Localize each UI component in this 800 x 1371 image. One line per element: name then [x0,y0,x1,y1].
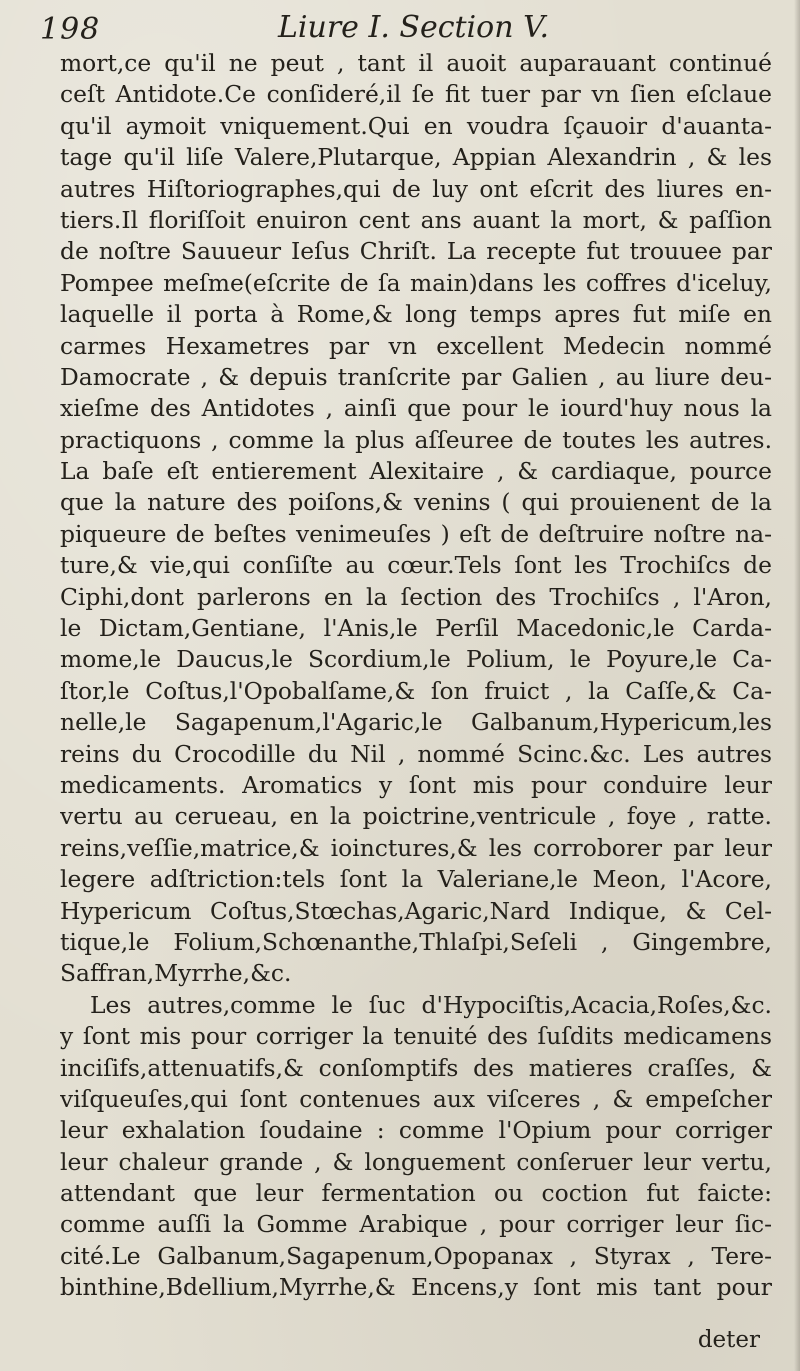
text-line: nelle,le Sagapenum,l'Agaric,le Galbanum,Hypericum,les [60,708,772,737]
body-text [60,48,772,1304]
text-line: Pompee meſme(eſcrite de ſa main)dans les coffres d'iceluy, [60,268,772,297]
text-line: Les autres,comme le ſuc d'Hypociſtis,Acacia,Roſes,&c. [90,990,772,1019]
running-head: Liure I. Section V. [278,10,550,45]
text-line: inciſifs,attenuatifs,& conſomptifs des matieres craſſes, & [60,1053,772,1082]
text-line: viſqueuſes,qui ſont contenues aux viſceres , & empeſcher [60,1084,772,1113]
text-line: y ſont mis pour corriger la tenuité des ſuſdits medicamens [60,1022,772,1051]
text-line: vertu au cerueau, en la poictrine,ventricule , foye , ratte. [60,802,772,831]
text-line: laquelle il porta à Rome,& long temps apres fut miſe en [60,300,772,329]
text-line: ſtor,le Coſtus,l'Opobalſame,& ſon fruict , la Caſſe,& Ca- [60,676,772,705]
text-line: piqueure de beſtes venimeuſes ) eſt de deſtruire noſtre na- [60,519,772,548]
text-line: mort,ce qu'il ne peut , tant il auoit auparauant continué [60,49,772,77]
page-edge-shadow [794,0,800,1371]
text-line: qu'il aymoit vniquement.Qui en voudra ſçauoir d'auanta- [60,111,772,140]
page-header [0,10,800,52]
text-line: Ciphi,dont parlerons en la ſection des Trochiſcs , l'Aron, [60,582,772,611]
text-line: le Dictam,Gentiane, l'Anis,le Perſil Macedonic,le Carda- [60,614,772,643]
text-line: carmes Hexametres par vn excellent Medecin nommé [60,331,772,360]
text-line: tage qu'il liſe Valere,Plutarque, Appian Alexandrin , & les [60,143,772,172]
text-line: mome,le Daucus,le Scordium,le Polium, le Poyure,le Ca- [60,645,772,674]
text-line: attendant que leur fermentation ou coction fut faicte: [60,1179,772,1208]
text-line: Hypericum Coſtus,Stœchas,Agaric,Nard Indique, & Cel- [60,896,772,925]
page-number: 198 [40,12,101,47]
text-line: binthine,Bdellium,Myrrhe,& Encens,y ſont mis tant pour [60,1273,772,1302]
text-line: reins,veſſie,matrice,& ioinctures,& les corroborer par leur [60,833,772,862]
text-line: Damocrate , & depuis tranſcrite par Galien , au liure deu- [60,362,772,391]
text-line: leur chaleur grande , & longuement conſeruer leur vertu, [60,1147,772,1176]
text-line: de noſtre Sauueur Ieſus Chriſt. La recepte fut trouuee par [60,237,772,266]
text-line: legere adſtriction:tels ſont la Valeriane,le Meon, l'Acore, [60,865,772,894]
text-line: ture,& vie,qui conſiſte au cœur.Tels ſont les Trochiſcs de [60,551,772,580]
text-line: comme auſſi la Gomme Arabique , pour corriger leur ſic- [60,1210,772,1239]
text-line: xieſme des Antidotes , ainſi que pour le iourd'huy nous la [60,394,772,423]
text-line: que la nature des poiſons,& venins ( qui prouienent de la [60,488,772,517]
text-line: ceſt Antidote.Ce conſideré,il ſe fit tuer par vn ſien eſclaue [60,80,772,109]
text-line: tique,le Folium,Schœnanthe,Thlaſpi,Seſeli , Gingembre, [60,927,772,956]
text-line: autres Hiſtoriographes,qui de luy ont eſcrit des liures en- [60,174,772,203]
text-line: reins du Crocodille du Nil , nommé Scinc.&c. Les autres [60,739,772,768]
text-line: leur exhalation ſoudaine : comme l'Opium pour corriger [60,1116,772,1145]
text-line: La baſe eſt entierement Alexitaire , & cardiaque, pource [60,457,772,486]
catchword: deter [697,1327,760,1353]
text-line: medicaments. Aromatics y ſont mis pour conduire leur [60,770,772,799]
text-line: practiquons , comme la plus aſſeuree de toutes les autres. [60,425,772,454]
text-line: Saffran,Myrrhe,&c. [60,959,292,988]
text-line: tiers.Il floriſſoit enuiron cent ans auant la mort, & paſſion [60,205,772,234]
text-line: cité.Le Galbanum,Sagapenum,Opopanax , Styrax , Tere- [60,1241,772,1270]
